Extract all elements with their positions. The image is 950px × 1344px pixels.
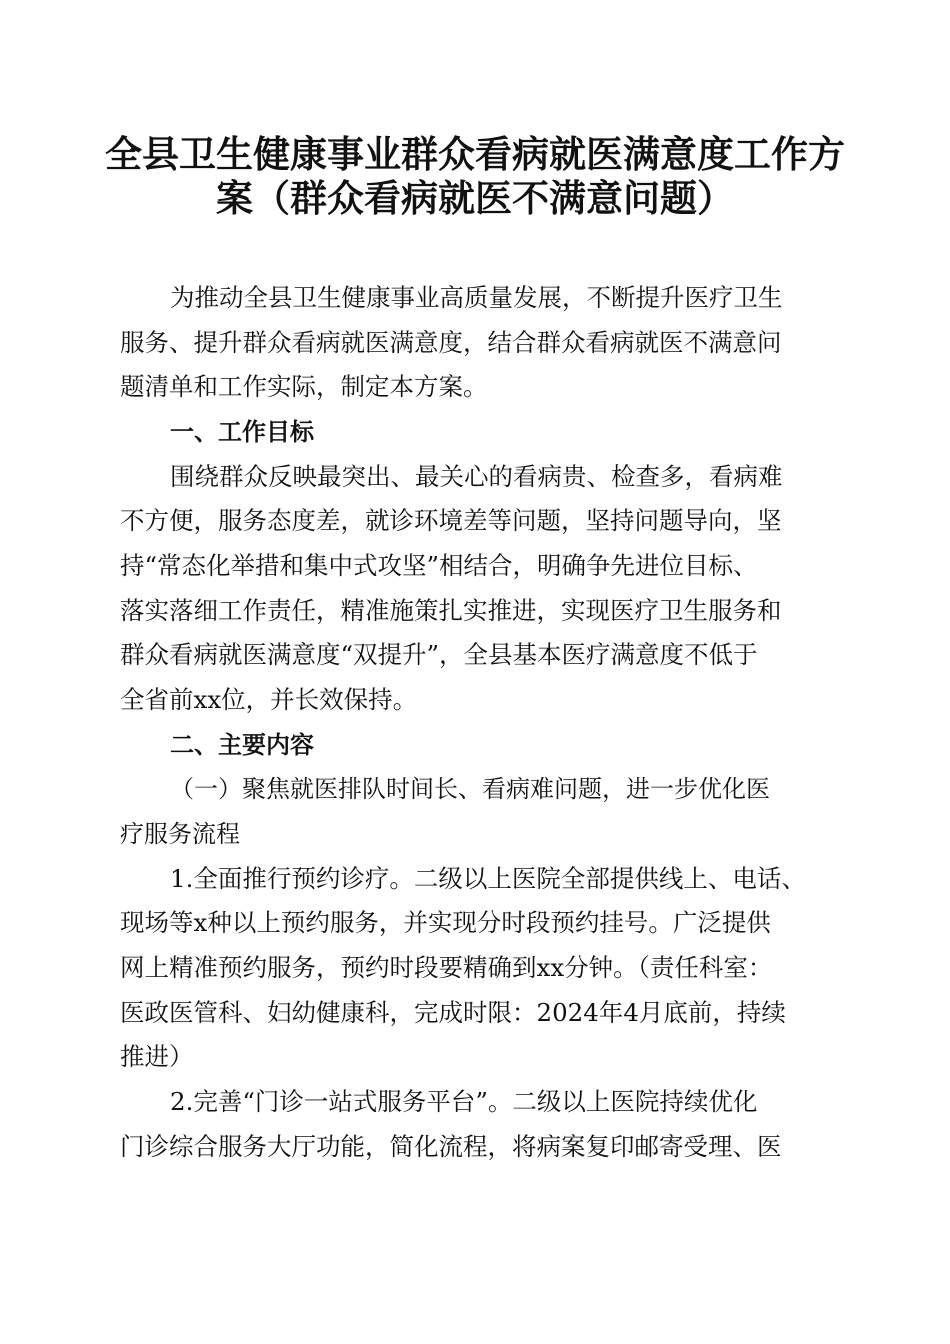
intro-line-1: 为推动全县卫生健康事业高质量发展，不断提升医疗卫生 xyxy=(170,283,783,312)
goals-line-5: 群众看病就医满意度“双提升”，全县基本医疗满意度不低于 xyxy=(120,640,758,669)
item-1-line-2: 现场等x种以上预约服务，并实现分时段预约挂号。广泛提供 xyxy=(120,908,771,937)
document-title-line-2: 案（群众看病就医不满意问题） xyxy=(216,176,734,220)
goals-line-1: 围绕群众反映最突出、最关心的看病贵、检查多，看病难 xyxy=(170,462,783,491)
document-title-line-1: 全县卫生健康事业群众看病就医满意度工作方 xyxy=(105,132,845,176)
subsection-1-line-1: （一）聚焦就医排队时间长、看病难问题，进一步优化医 xyxy=(170,775,770,803)
intro-line-3: 题清单和工作实际，制定本方案。 xyxy=(120,372,488,401)
section-heading-goals: 一、工作目标 xyxy=(170,418,314,446)
item-1-line-1: 1.全面推行预约诊疗。二级以上医院全部提供线上、电话、 xyxy=(170,864,806,893)
goals-line-3: 持“常态化举措和集中式攻坚”相结合，明确争先进位目标、 xyxy=(120,551,758,580)
section-heading-content: 二、主要内容 xyxy=(170,731,314,759)
item-1-line-4: 医政医管科、妇幼健康科，完成时限：2024年4月底前，持续 xyxy=(120,998,786,1027)
item-1-line-5: 推进） xyxy=(120,1042,194,1071)
item-1-line-3: 网上精准预约服务，预约时段要精确到xx分钟。（责任科室： xyxy=(120,953,773,982)
subsection-1-line-2: 疗服务流程 xyxy=(120,820,240,848)
item-2-line-2: 门诊综合服务大厅功能，简化流程，将病案复印邮寄受理、医 xyxy=(120,1132,782,1161)
item-2-line-1: 2.完善“门诊一站式服务平台”。二级以上医院持续优化 xyxy=(170,1087,758,1116)
goals-line-4: 落实落细工作责任，精准施策扎实推进，实现医疗卫生服务和 xyxy=(120,596,782,625)
goals-line-6: 全省前xx位，并长效保持。 xyxy=(120,685,418,714)
intro-line-2: 服务、提升群众看病就医满意度，结合群众看病就医不满意问 xyxy=(120,328,782,357)
goals-line-2: 不方便，服务态度差，就诊环境差等问题，坚持问题导向，坚 xyxy=(120,506,782,535)
